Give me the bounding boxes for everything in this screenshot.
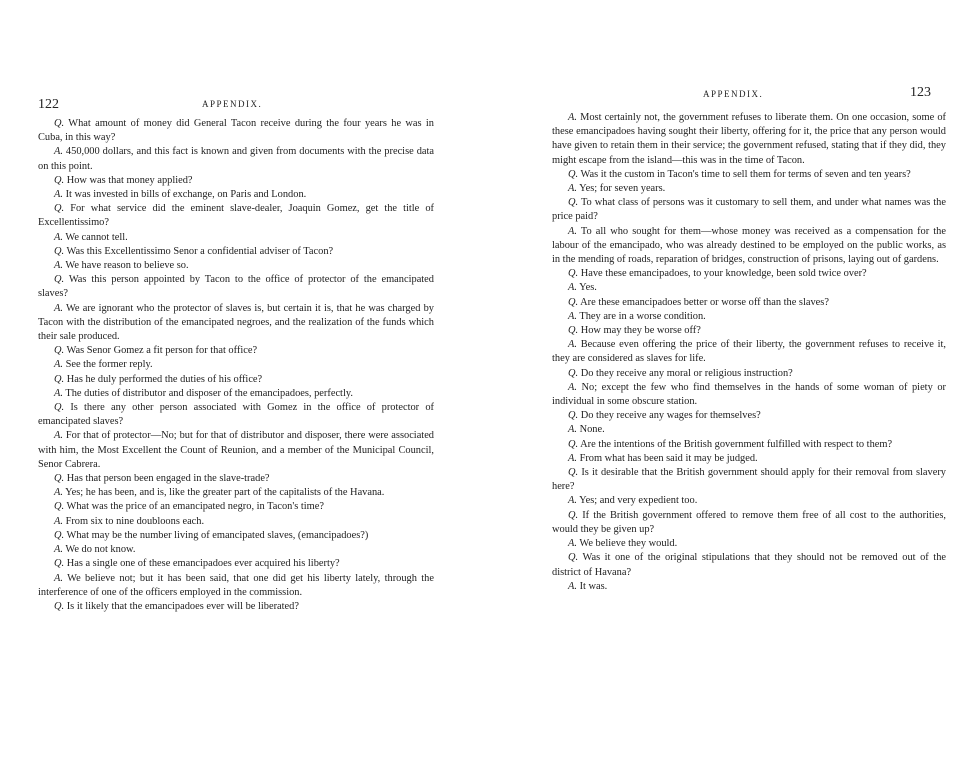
question-paragraph — [38, 557, 434, 571]
paragraph-text: Has he duly performed the duties of his office? — [66, 373, 263, 385]
question-paragraph — [38, 202, 434, 230]
paragraph-label: A. — [568, 310, 577, 322]
answer-paragraph — [552, 310, 946, 324]
paragraph-label: Q. — [54, 118, 65, 129]
paragraph-text: Has that person been engaged in the slave-trade? — [66, 473, 270, 485]
paragraph-text: Was this Excellentissimo Senor a confidential adviser of Tacon? — [66, 245, 334, 257]
paragraph-text: Is it desirable that the British government should apply for their removal from slavery here? — [552, 467, 946, 493]
paragraph-label: A. — [54, 487, 63, 499]
answer-paragraph — [38, 259, 434, 273]
paragraph-text: Yes; he has been, and is, like the greater part of the capitalists of the Havana. — [65, 487, 385, 499]
question-paragraph — [552, 324, 946, 338]
answer-paragraph — [552, 111, 946, 168]
paragraph-text: They are in a worse condition. — [579, 310, 706, 322]
paragraph-label: Q. — [54, 245, 65, 257]
paragraph-label: A. — [568, 339, 577, 351]
running-head: APPENDIX. — [703, 89, 764, 99]
running-head: APPENDIX. — [202, 99, 263, 109]
paragraph-text: We have reason to believe so. — [65, 260, 189, 272]
question-paragraph — [552, 551, 946, 579]
page-number: 122 — [38, 97, 59, 112]
paragraph-text: Most certainly not, the government refuses to liberate them. On one occasion, some of these emancipadoes having sought their liberty, offering for it, the price that any person would have given to retain them in their service; the government refused, stating that if they did, they might escape from the island—this was in the time of Tacon. — [552, 112, 946, 166]
paragraph-label: A. — [54, 146, 63, 158]
right-page — [490, 0, 980, 768]
paragraph-text: Was Senor Gomez a fit person for that office? — [66, 345, 258, 357]
paragraph-label: A. — [568, 538, 577, 550]
question-paragraph — [38, 401, 434, 429]
answer-paragraph — [552, 537, 946, 551]
paragraph-text: We cannot tell. — [65, 231, 128, 243]
question-paragraph — [38, 117, 434, 145]
paragraph-label: A. — [54, 189, 63, 201]
question-paragraph — [38, 529, 434, 543]
question-paragraph — [38, 600, 434, 614]
answer-paragraph — [552, 182, 946, 196]
paragraph-label: A. — [54, 359, 63, 371]
paragraph-label: Q. — [568, 552, 579, 564]
answer-paragraph — [38, 543, 434, 557]
paragraph-text: Are these emancipadoes better or worse off than the slaves? — [580, 296, 829, 308]
text-column — [552, 111, 946, 594]
paragraph-label: A. — [54, 231, 63, 243]
paragraph-label: Q. — [568, 509, 579, 521]
question-paragraph — [38, 373, 434, 387]
paragraph-text: For that of protector—No; but for that of distributor and disposer, there were associated with him, the Most Excellent the Count of Reunion, and a member of the Municipal Council, Senor Cabrera. — [38, 430, 435, 470]
answer-paragraph — [38, 429, 434, 472]
answer-paragraph — [38, 188, 434, 202]
paragraph-label: A. — [568, 580, 577, 592]
answer-paragraph — [552, 225, 946, 268]
paragraph-label: Q. — [568, 197, 579, 209]
paragraph-label: Q. — [54, 203, 65, 215]
question-paragraph — [38, 500, 434, 514]
paragraph-label: A. — [568, 452, 577, 464]
answer-paragraph — [38, 231, 434, 245]
question-paragraph — [552, 367, 946, 381]
paragraph-text: Is there any other person associated with Gomez in the office of protector of emancipated slaves? — [38, 402, 434, 428]
answer-paragraph — [38, 515, 434, 529]
paragraph-text: Because even offering the price of their liberty, the government refuses to receive it, they are considered as slaves for life. — [552, 339, 946, 365]
paragraph-text: Was it one of the original stipulations that they should not be removed out of the district of Havana? — [552, 552, 946, 578]
paragraph-label: Q. — [54, 529, 65, 541]
paragraph-label: Q. — [568, 168, 579, 180]
paragraph-label: Q. — [568, 438, 579, 450]
paragraph-label: A. — [54, 515, 63, 527]
paragraph-text: Do they receive any moral or religious instruction? — [580, 367, 793, 379]
question-paragraph — [552, 409, 946, 423]
paragraph-text: No; except the few who find themselves in the hands of some woman of piety or individual in some obscure station. — [552, 381, 946, 408]
paragraph-label: A. — [568, 282, 577, 294]
paragraph-text: Have these emancipadoes, to your knowledge, been sold twice over? — [580, 268, 867, 280]
paragraph-text: Was this person appointed by Tacon to the office of protector of the emancipated slaves? — [38, 274, 434, 300]
answer-paragraph — [552, 580, 946, 594]
paragraph-text: It was invested in bills of exchange, on Paris and London. — [65, 189, 307, 201]
answer-paragraph — [552, 494, 946, 508]
paragraph-label: A. — [568, 225, 577, 237]
paragraph-label: Q. — [54, 501, 65, 513]
paragraph-text: How was that money applied? — [66, 174, 193, 186]
answer-paragraph — [38, 358, 434, 372]
paragraph-label: A. — [568, 381, 577, 393]
question-paragraph — [552, 509, 946, 537]
paragraph-label: A. — [568, 495, 577, 507]
question-paragraph — [38, 273, 434, 301]
paragraph-label: A. — [54, 302, 63, 314]
question-paragraph — [552, 168, 946, 182]
question-paragraph — [552, 296, 946, 310]
paragraph-label: Q. — [568, 296, 579, 308]
paragraph-label: Q. — [54, 558, 65, 570]
question-paragraph — [38, 245, 434, 259]
paragraph-label: Q. — [54, 600, 65, 612]
paragraph-text: What was the price of an emancipated negro, in Tacon's time? — [66, 501, 324, 513]
paragraph-text: See the former reply. — [65, 359, 153, 371]
paragraph-text: Has a single one of these emancipadoes ever acquired his liberty? — [66, 558, 340, 570]
paragraph-label: Q. — [54, 274, 65, 286]
page-number: 123 — [910, 85, 931, 100]
paragraph-label: Q. — [54, 402, 65, 414]
question-paragraph — [552, 196, 946, 224]
question-paragraph — [552, 438, 946, 452]
paragraph-text: We do not know. — [65, 544, 136, 556]
answer-paragraph — [38, 302, 434, 345]
answer-paragraph — [552, 381, 946, 409]
paragraph-text: It was. — [579, 580, 608, 592]
paragraph-label: A. — [54, 572, 63, 584]
paragraph-text: None. — [579, 424, 605, 436]
answer-paragraph — [38, 572, 434, 600]
paragraph-text: From six to nine doubloons each. — [65, 515, 205, 527]
paragraph-text: How may they be worse off? — [580, 325, 701, 337]
paragraph-text: Yes; for seven years. — [579, 183, 666, 195]
paragraph-text: The duties of distributor and disposer of the emancipadoes, perfectly. — [65, 387, 353, 399]
question-paragraph — [552, 466, 946, 494]
question-paragraph — [38, 344, 434, 358]
paragraph-label: A. — [54, 430, 63, 442]
paragraph-label: A. — [568, 183, 577, 195]
paragraph-text: 450,000 dollars, and this fact is known and given from documents with the precise data on this point. — [38, 146, 434, 172]
paragraph-label: Q. — [54, 373, 65, 385]
paragraph-label: A. — [568, 112, 577, 123]
paragraph-text: To what class of persons was it customary to sell them, and under what names was the price paid? — [552, 197, 946, 223]
paragraph-label: Q. — [54, 345, 65, 357]
paragraph-text: Is it likely that the emancipadoes ever will be liberated? — [66, 600, 299, 612]
answer-paragraph — [552, 452, 946, 466]
answer-paragraph — [38, 145, 434, 173]
answer-paragraph — [552, 338, 946, 366]
paragraph-text: If the British government offered to remove them free of all cost to the authorities, would they be given up? — [552, 509, 946, 535]
paragraph-label: Q. — [568, 325, 579, 337]
question-paragraph — [38, 472, 434, 486]
question-paragraph — [552, 267, 946, 281]
paragraph-text: Was it the custom in Tacon's time to sell them for terms of seven and ten years? — [580, 168, 911, 180]
question-paragraph — [38, 174, 434, 188]
paragraph-label: A. — [54, 544, 63, 556]
paragraph-text: Yes. — [579, 282, 597, 294]
paragraph-text: What amount of money did General Tacon receive during the four years he was in Cuba, in this way? — [38, 118, 434, 144]
answer-paragraph — [38, 387, 434, 401]
paragraph-label: Q. — [54, 473, 65, 485]
paragraph-text: We are ignorant who the protector of slaves is, but certain it is, that he was charged by Tacon with the distribution of the emancipated negroes, and the realization of the funds which their sale produced. — [38, 302, 434, 343]
paragraph-text: Do they receive any wages for themselves? — [580, 410, 761, 422]
paragraph-text: We believe they would. — [579, 538, 678, 550]
paragraph-label: Q. — [568, 367, 579, 379]
paragraph-text: Are the intentions of the British government fulfilled with respect to them? — [580, 438, 893, 450]
paragraph-text: For what service did the eminent slave-dealer, Joaquin Gomez, get the title of Excellentissimo? — [38, 203, 434, 229]
text-column — [38, 117, 434, 614]
answer-paragraph — [38, 486, 434, 500]
paragraph-label: A. — [54, 260, 63, 272]
paragraph-label: Q. — [54, 174, 65, 186]
paragraph-label: A. — [54, 387, 63, 399]
paragraph-label: Q. — [568, 268, 579, 280]
paragraph-text: What may be the number living of emancipated slaves, (emancipadoes?) — [66, 529, 369, 541]
paragraph-label: Q. — [568, 410, 579, 422]
paragraph-text: From what has been said it may be judged. — [579, 452, 758, 464]
paragraph-label: A. — [568, 424, 577, 436]
paragraph-text: Yes; and very expedient too. — [579, 495, 698, 507]
paragraph-label: Q. — [568, 467, 579, 479]
answer-paragraph — [552, 423, 946, 437]
paragraph-text: To all who sought for them—whose money was received as a compensation for the labour of the emancipado, who was already destined to be employed on the public works, as in the mending of roads, reparation of bridges, construction of prisons, laying out of gardens. — [552, 225, 946, 266]
paragraph-text: We believe not; but it has been said, that one did get his liberty lately, through the interference of one of the officers employed in the commission. — [38, 572, 434, 598]
answer-paragraph — [552, 281, 946, 295]
